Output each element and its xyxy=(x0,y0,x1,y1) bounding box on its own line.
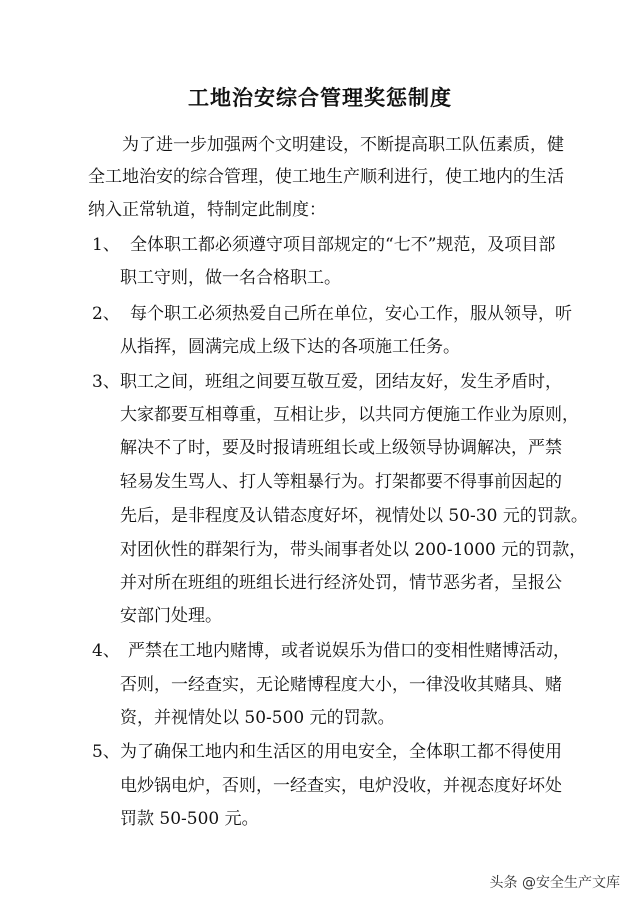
item-line: 解决不了时，要及时报请班组长或上级领导协调解决，严禁 xyxy=(120,438,562,458)
watermark: 头条 @安全生产文库 xyxy=(489,875,620,891)
item-line: 从指挥，圆满完成上级下达的各项施工任务。 xyxy=(120,337,460,357)
item-line: 并对所在班组的班组长进行经济处罚，情节恶劣者，呈报公 xyxy=(120,573,562,593)
item-line: 轻易发生骂人、打人等粗暴行为。打架都要不得事前因起的 xyxy=(120,472,562,492)
item-line: 严禁在工地内赌博，或者说娱乐为借口的变相性赌博活动， xyxy=(128,641,570,661)
item-line: 电炒锅电炉，否则，一经查实，电炉没收，并视态度好坏处 xyxy=(120,776,562,796)
item-line: 职工守则，做一名合格职工。 xyxy=(120,268,341,288)
intro-line: 全工地治安的综合管理，使工地生产顺利进行，使工地内的生活 xyxy=(88,167,564,187)
item-line: 对团伙性的群架行为，带头闹事者处以 200-1000 元的罚款， xyxy=(120,540,587,560)
item-line: 大家都要互相尊重，互相让步，以共同方便施工作业为原则， xyxy=(120,405,579,425)
item-number: 3、 xyxy=(92,372,120,392)
intro-line: 纳入正常轨道，特制定此制度： xyxy=(88,200,326,220)
item-line: 安部门处理。 xyxy=(120,606,222,626)
item-number: 5、 xyxy=(92,742,120,762)
item-number: 4、 xyxy=(92,641,120,661)
item-line: 为了确保工地内和生活区的用电安全，全体职工都不得使用 xyxy=(120,742,562,762)
item-number: 1、 xyxy=(92,235,120,255)
item-line: 先后，是非程度及认错态度好坏，视情处以 50-30 元的罚款。 xyxy=(120,506,588,526)
item-number: 2、 xyxy=(92,304,120,324)
item-line: 职工之间，班组之间要互敬互爱，团结友好，发生矛盾时， xyxy=(120,372,562,392)
document-title: 工地治安综合管理奖惩制度 xyxy=(188,86,452,110)
item-line: 资，并视情处以 50-500 元的罚款。 xyxy=(120,708,395,728)
item-line: 每个职工必须热爱自己所在单位，安心工作，服从领导，听 xyxy=(130,304,572,324)
item-line: 全体职工都必须遵守项目部规定的“七不”规范，及项目部 xyxy=(130,235,556,255)
intro-line: 为了进一步加强两个文明建设，不断提高职工队伍素质，健 xyxy=(122,135,564,155)
item-line: 罚款 50-500 元。 xyxy=(120,809,259,829)
item-line: 否则，一经查实，无论赌博程度大小，一律没收其赌具、赌 xyxy=(120,675,562,695)
